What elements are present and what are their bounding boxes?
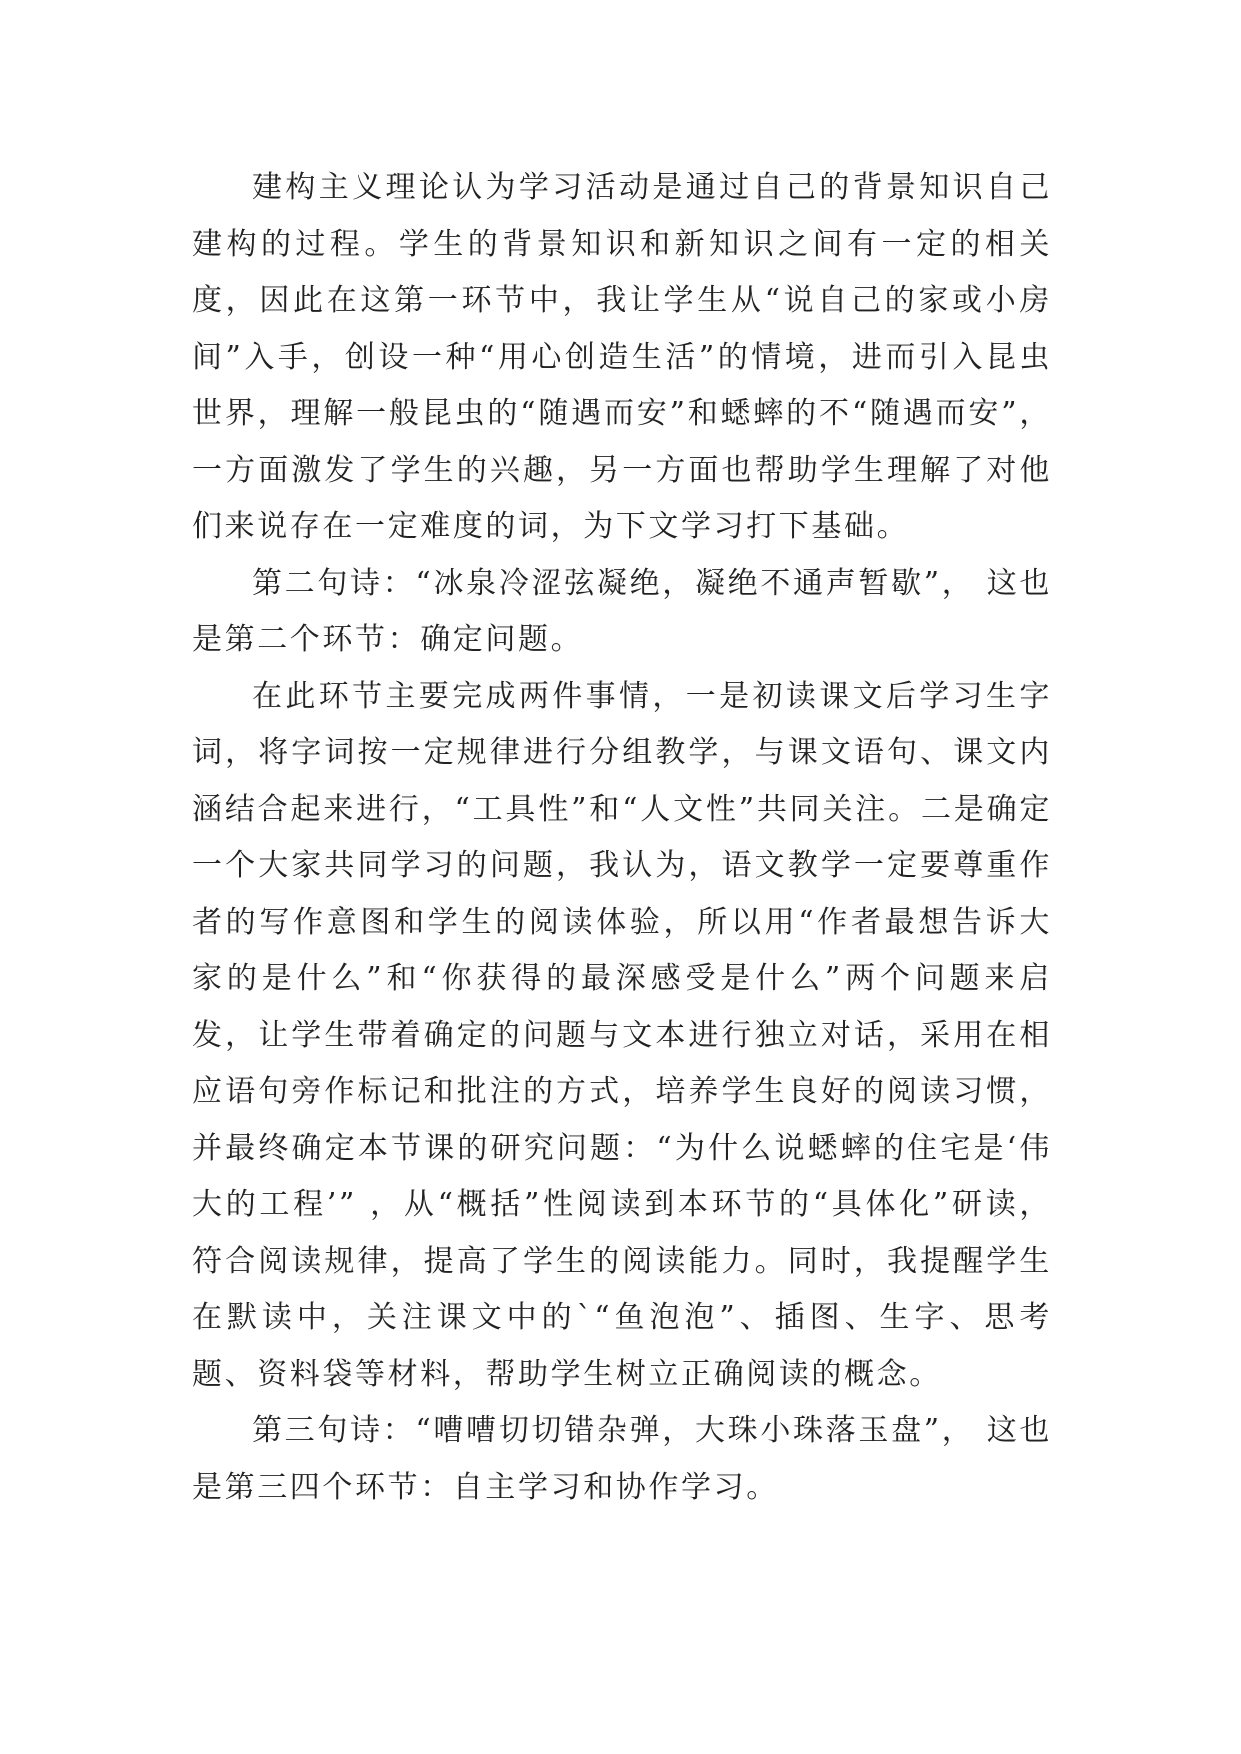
paragraph-third-verse: 第三句诗：“嘈嘈切切错杂弹，大珠小珠落玉盘”， 这也是第三四个环节：自主学习和协作学习。: [192, 1413, 1052, 1505]
document-body: [192, 160, 1052, 1516]
paragraph-second-stage: 在此环节主要完成两件事情，一是初读课文后学习生字词，将字词按一定规律进行分组教学，与课文语句、课文内涵结合起来进行，“工具性”和“人文性”共同关注。二是确定一个大家共同学习的问题，我认为，语文教学一定要尊重作者的写作意图和学生的阅读体验，所以用“作者最想告诉大家的是什么”和“你获得的最深感受是什么”两个问题来启发，让学生带着确定的问题与文本进行独立对话，采用在相应语句旁作标记和批注的方式，培养学生良好的阅读习惯，并最终确定本节课的研究问题：“为什么说蟋蟀的住宅是‘伟大的工程’” ，从“概括”性阅读到本环节的“具体化”研读，符合阅读规律，提高了学生的阅读能力。同时，我提醒学生在默读中，关注课文中的`“鱼泡泡”、插图、生字、思考题、资料袋等材料，帮助学生树立正确阅读的概念。: [192, 678, 1052, 1392]
paragraph-second-verse: 第二句诗：“冰泉冷涩弦凝绝，凝绝不通声暂歇”， 这也是第二个环节：确定问题。: [192, 565, 1052, 657]
paragraph-constructivism: 建构主义理论认为学习活动是通过自己的背景知识自己建构的过程。学生的背景知识和新知识之间有一定的相关度，因此在这第一环节中，我让学生从“说自己的家或小房间”入手，创设一种“用心创造生活”的情境，进而引入昆虫世界，理解一般昆虫的“随遇而安”和蟋蟀的不“随遇而安”，一方面激发了学生的兴趣，另一方面也帮助学生理解了对他们来说存在一定难度的词，为下文学习打下基础。: [192, 170, 1052, 544]
